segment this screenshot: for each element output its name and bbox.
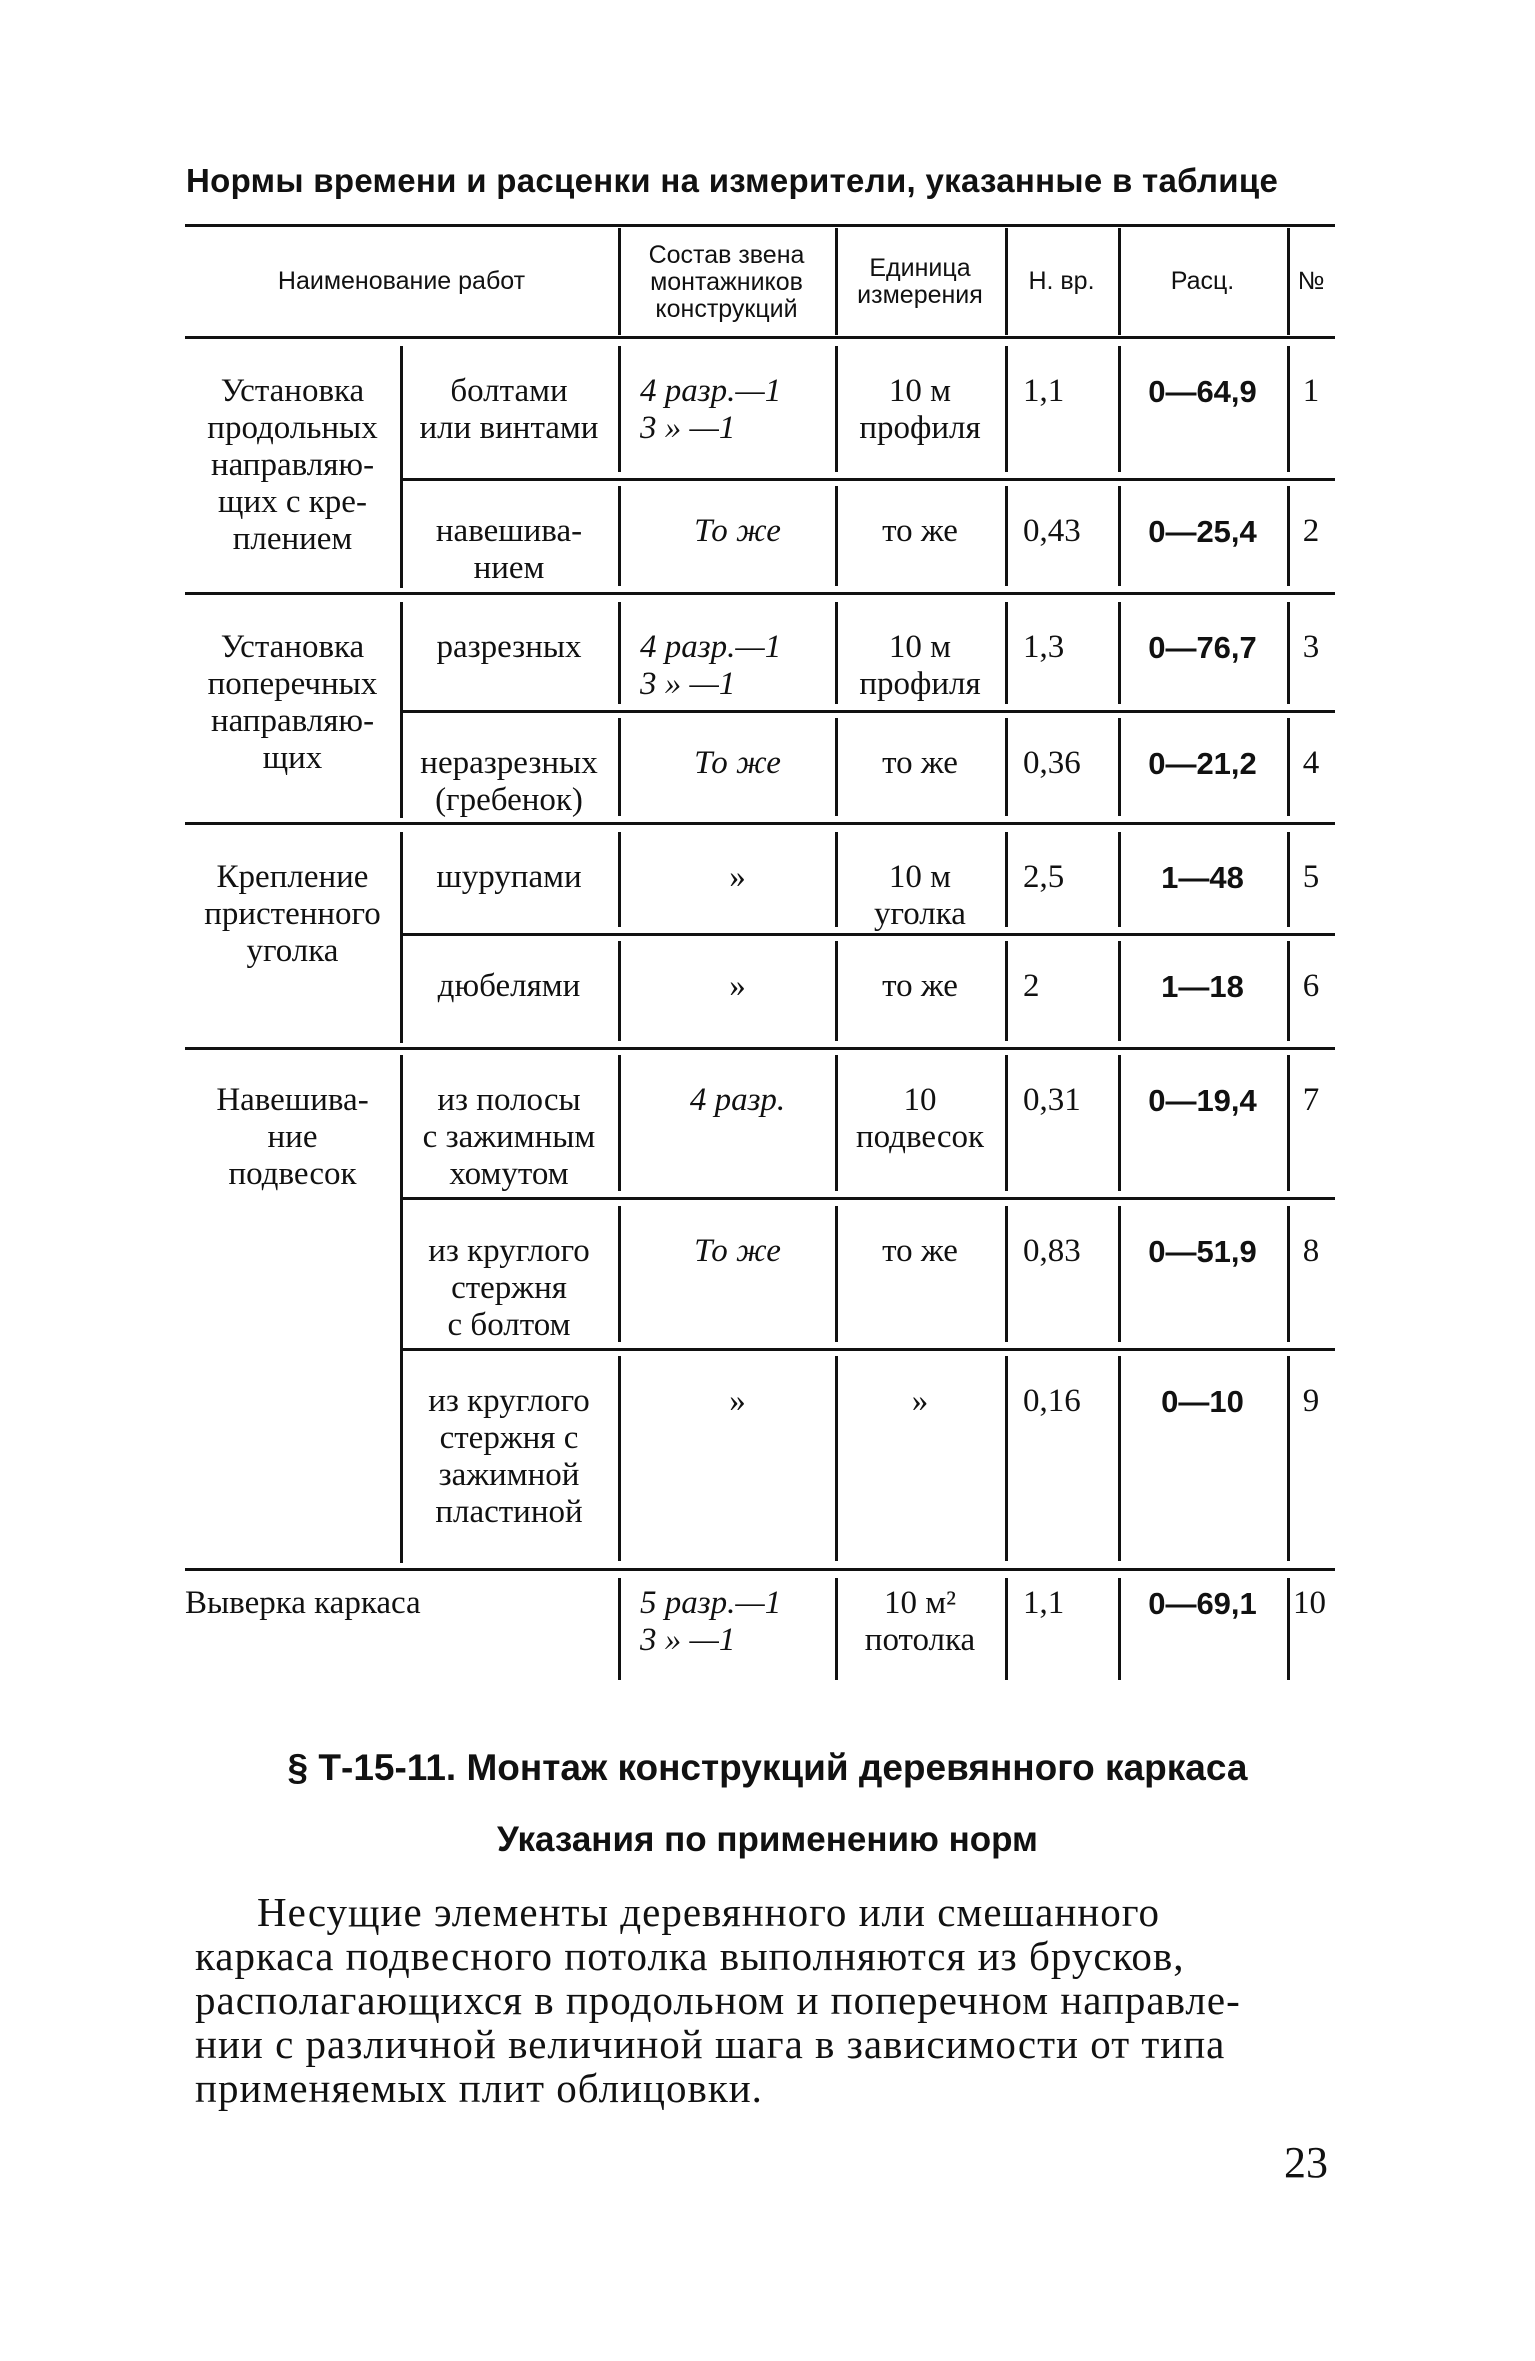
row-time-line: 0,16 <box>1023 1383 1081 1419</box>
row-time-line: 2,5 <box>1023 859 1065 895</box>
row-method-line: с болтом <box>447 1307 571 1343</box>
row-method-line: или винтами <box>419 410 599 446</box>
column-rule <box>1005 941 1008 1041</box>
row-price <box>1118 629 1287 666</box>
row-method <box>400 1082 618 1193</box>
table-body-bottom-rule <box>185 1568 1335 1571</box>
row-time <box>1023 1383 1118 1420</box>
group-name-line: поперечных <box>207 666 378 702</box>
row-number <box>1287 745 1335 782</box>
row-crew <box>640 968 835 1005</box>
row-time-line: 0,36 <box>1023 745 1081 781</box>
row-crew <box>640 1585 835 1659</box>
row-crew-line: 3 » —1 <box>640 1622 736 1658</box>
row-method <box>400 1383 618 1531</box>
row-separator-rule <box>400 1197 1335 1200</box>
column-rule <box>1005 602 1008 704</box>
row-time <box>1023 373 1118 410</box>
row-price <box>1118 513 1287 550</box>
header-crew-line: Состав звена <box>648 241 805 269</box>
row-time-line: 0,43 <box>1023 513 1081 549</box>
row-price-line: 0—19,4 <box>1148 1083 1257 1118</box>
row-unit-line: профиля <box>859 410 981 446</box>
row-unit <box>835 1585 1005 1659</box>
row-number <box>1287 629 1335 666</box>
row-unit-line: » <box>911 1383 929 1419</box>
row-crew <box>640 1233 835 1270</box>
row-price <box>1118 859 1287 896</box>
group-name-line: направляю- <box>210 447 375 483</box>
row-price <box>1118 968 1287 1005</box>
row-work <box>185 1585 618 1622</box>
header-bottom-rule <box>185 336 1335 339</box>
group-name-line: уголка <box>246 933 339 969</box>
row-method-line: болтами <box>450 373 568 409</box>
row-number-line: 1 <box>1302 373 1320 409</box>
row-method-line: неразрезных <box>420 745 598 781</box>
row-price-line: 0—25,4 <box>1148 514 1257 549</box>
row-unit <box>835 629 1005 703</box>
row-time-line: 0,31 <box>1023 1082 1081 1118</box>
row-price-line: 0—69,1 <box>1148 1586 1257 1621</box>
row-work-line: Выверка каркаса <box>185 1585 421 1621</box>
group-name <box>185 373 400 558</box>
row-method-line: хомутом <box>449 1156 569 1192</box>
row-method-line: нием <box>473 550 545 586</box>
header-num-line: № <box>1297 267 1325 295</box>
row-method-line: стержня с <box>439 1420 579 1456</box>
row-unit-line: 10 <box>903 1082 937 1118</box>
row-unit <box>835 1233 1005 1270</box>
row-method-line: (гребенок) <box>435 782 583 818</box>
row-unit-line: 10 м <box>888 629 952 665</box>
column-rule <box>1005 346 1008 472</box>
row-unit <box>835 859 1005 933</box>
paragraph-line: нии с различной величиной шага в зависимости от типа <box>195 2021 1226 2067</box>
row-time <box>1023 1233 1118 1270</box>
header-crew <box>618 242 835 323</box>
page-number: 23 <box>1284 2138 1328 2187</box>
group-name-line: Установка <box>220 629 365 665</box>
row-number <box>1287 1082 1335 1119</box>
row-unit <box>835 373 1005 447</box>
group-name-line: Навешива- <box>216 1082 369 1118</box>
group-name-line: щих <box>262 740 323 776</box>
row-number <box>1287 968 1335 1005</box>
column-rule <box>1005 832 1008 927</box>
column-rule <box>1287 1055 1290 1191</box>
header-unit <box>835 255 1005 309</box>
row-number <box>1287 859 1335 896</box>
row-unit <box>835 513 1005 550</box>
row-crew-line: То же <box>694 1233 781 1269</box>
table-top-rule <box>185 224 1335 227</box>
row-unit-line: то же <box>882 745 958 781</box>
group-name-line: Крепление <box>216 859 369 895</box>
row-number <box>1287 1383 1335 1420</box>
row-unit <box>835 745 1005 782</box>
table-caption: Нормы времени и расценки на измерители, указанные в таблице <box>186 162 1279 199</box>
section-title: § Т-15-11. Монтаж конструкций деревянного каркаса <box>287 1747 1248 1788</box>
group-name-line: ние <box>267 1119 318 1155</box>
group-name <box>185 629 400 777</box>
group-name-line: продольных <box>207 410 378 446</box>
header-crew-line: конструкций <box>655 295 798 323</box>
row-number <box>1287 373 1335 410</box>
row-crew <box>640 513 835 550</box>
row-number <box>1287 513 1335 550</box>
row-separator-rule <box>400 933 1335 936</box>
row-crew-line: » <box>729 1383 746 1419</box>
column-rule <box>1005 1578 1008 1680</box>
paragraph-line: располагающихся в продольном и поперечном направле- <box>195 1977 1241 2023</box>
row-method-line: разрезных <box>436 629 582 665</box>
row-price-line: 0—10 <box>1161 1384 1244 1419</box>
section-subtitle: Указания по применению норм <box>497 1820 1038 1859</box>
row-method-line: шурупами <box>436 859 582 895</box>
row-method-line: из полосы <box>437 1082 581 1118</box>
row-crew <box>640 1082 835 1119</box>
group-name <box>185 859 400 970</box>
row-separator-rule <box>400 478 1335 481</box>
paragraph-line: применяемых плит облицовки. <box>195 2065 763 2111</box>
row-time <box>1023 745 1118 782</box>
row-method <box>400 629 618 666</box>
row-price-line: 1—18 <box>1161 969 1244 1004</box>
group-name <box>185 1082 400 1193</box>
group-name-line: плением <box>232 521 353 557</box>
group-name-line: пристенного <box>204 896 381 932</box>
header-price-line: Расц. <box>1170 267 1235 295</box>
row-price <box>1118 1082 1287 1119</box>
row-time-line: 2 <box>1023 968 1040 1004</box>
column-rule <box>618 1206 621 1342</box>
row-method <box>400 513 618 587</box>
column-rule <box>1287 1206 1290 1342</box>
column-rule <box>1287 1578 1290 1680</box>
column-rule <box>618 1055 621 1191</box>
row-unit-line: подвесок <box>855 1119 985 1155</box>
row-number-line: 7 <box>1302 1082 1320 1118</box>
row-number-line: 8 <box>1302 1233 1320 1269</box>
row-unit-line: 10 м² <box>883 1585 957 1621</box>
row-method-line: навешива- <box>435 513 583 549</box>
row-crew <box>640 859 835 896</box>
column-rule <box>1005 486 1008 586</box>
group-name-line: Установка <box>220 373 365 409</box>
row-unit <box>835 1383 1005 1420</box>
row-time-line: 1,1 <box>1023 1585 1065 1621</box>
row-method-line: из круглого <box>428 1383 590 1419</box>
row-method-line: зажимной <box>438 1457 580 1493</box>
header-work <box>185 268 618 295</box>
column-rule <box>1005 1206 1008 1342</box>
row-method-line: из круглого <box>428 1233 590 1269</box>
row-number-line: 4 <box>1302 745 1320 781</box>
header-num <box>1287 268 1335 295</box>
column-rule <box>618 1356 621 1561</box>
row-separator-rule <box>400 1348 1335 1351</box>
row-method-line: дюбелями <box>437 968 581 1004</box>
row-time <box>1023 513 1118 550</box>
row-crew-line: 4 разр. <box>689 1082 786 1118</box>
column-rule <box>835 1206 838 1342</box>
row-method <box>400 745 618 819</box>
group-separator-rule <box>185 1047 1335 1050</box>
row-price <box>1118 1383 1287 1420</box>
row-method <box>400 859 618 896</box>
column-rule <box>618 486 621 586</box>
row-unit-line: 10 м <box>888 859 952 895</box>
header-unit-line: измерения <box>857 281 983 309</box>
column-rule <box>1005 1055 1008 1191</box>
column-rule <box>1005 1356 1008 1561</box>
header-unit-line: Единица <box>869 254 971 282</box>
row-method-line: пластиной <box>435 1494 583 1530</box>
row-time <box>1023 1082 1118 1119</box>
group-name-line: направляю- <box>210 703 375 739</box>
header-time <box>1005 268 1118 295</box>
row-number-line: 3 <box>1302 629 1320 665</box>
group-name-line: подвесок <box>228 1156 357 1192</box>
column-rule <box>618 832 621 927</box>
row-method <box>400 968 618 1005</box>
row-number <box>1293 1585 1341 1622</box>
row-price-line: 0—51,9 <box>1148 1234 1257 1269</box>
column-rule <box>618 718 621 816</box>
row-method <box>400 373 618 447</box>
row-price-line: 1—48 <box>1161 860 1244 895</box>
row-unit-line: профиля <box>859 666 981 702</box>
row-crew-line: 4 разр.—1 <box>640 629 782 665</box>
row-number-line: 5 <box>1302 859 1320 895</box>
row-number-line: 9 <box>1302 1383 1320 1419</box>
row-price-line: 0—64,9 <box>1148 374 1257 409</box>
column-rule <box>618 941 621 1041</box>
row-crew <box>640 745 835 782</box>
row-unit-line: то же <box>882 513 958 549</box>
column-rule <box>1118 1206 1121 1342</box>
row-number <box>1287 1233 1335 1270</box>
row-unit <box>835 1082 1005 1156</box>
column-rule <box>618 602 621 704</box>
group-name-line: щих с кре- <box>218 484 367 520</box>
row-number-line: 2 <box>1302 513 1320 549</box>
row-time <box>1023 1585 1118 1622</box>
row-unit <box>835 968 1005 1005</box>
row-crew-line: » <box>729 968 746 1004</box>
row-crew-line: 3 » —1 <box>640 410 736 446</box>
row-crew <box>640 1383 835 1420</box>
row-time-line: 0,83 <box>1023 1233 1081 1269</box>
group-separator-rule <box>185 822 1335 825</box>
row-crew-line: То же <box>694 745 781 781</box>
row-unit-line: потолка <box>864 1622 976 1658</box>
row-time <box>1023 968 1118 1005</box>
row-crew-line: 5 разр.—1 <box>640 1585 782 1621</box>
row-unit-line: 10 м <box>888 373 952 409</box>
row-number-line: 10 <box>1293 1585 1326 1621</box>
row-number-line: 6 <box>1302 968 1320 1004</box>
row-crew-line: 4 разр.—1 <box>640 373 782 409</box>
row-method-line: с зажимным <box>422 1119 596 1155</box>
row-time-line: 1,3 <box>1023 629 1065 665</box>
row-time-line: 1,1 <box>1023 373 1065 409</box>
row-crew <box>640 629 835 703</box>
row-unit-line: уголка <box>874 896 966 932</box>
row-method <box>400 1233 618 1344</box>
row-price <box>1118 1233 1287 1270</box>
column-rule <box>1005 718 1008 816</box>
column-rule <box>618 1578 621 1680</box>
row-crew-line: » <box>729 859 746 895</box>
row-crew-line: 3 » —1 <box>640 666 736 702</box>
row-separator-rule <box>400 710 1335 713</box>
column-rule <box>1118 1055 1121 1191</box>
row-price-line: 0—21,2 <box>1148 746 1257 781</box>
row-time <box>1023 629 1118 666</box>
row-unit-line: то же <box>882 1233 958 1269</box>
row-crew-line: То же <box>694 513 781 549</box>
header-crew-line: монтажников <box>650 268 803 296</box>
row-price <box>1118 1585 1287 1622</box>
row-price <box>1118 373 1287 410</box>
row-price-line: 0—76,7 <box>1148 630 1257 665</box>
row-price <box>1118 745 1287 782</box>
row-method-line: стержня <box>451 1270 567 1306</box>
row-crew <box>640 373 835 447</box>
row-unit-line: то же <box>882 968 958 1004</box>
header-time-line: Н. вр. <box>1028 267 1095 295</box>
column-rule <box>618 346 621 472</box>
header-price <box>1118 268 1287 295</box>
paragraph-line: каркаса подвесного потолка выполняются из брусков, <box>195 1933 1185 1979</box>
row-time <box>1023 859 1118 896</box>
group-separator-rule <box>185 592 1335 595</box>
header-work-line: Наименование работ <box>277 267 526 295</box>
paragraph-line: Несущие элементы деревянного или смешанного <box>257 1889 1160 1935</box>
